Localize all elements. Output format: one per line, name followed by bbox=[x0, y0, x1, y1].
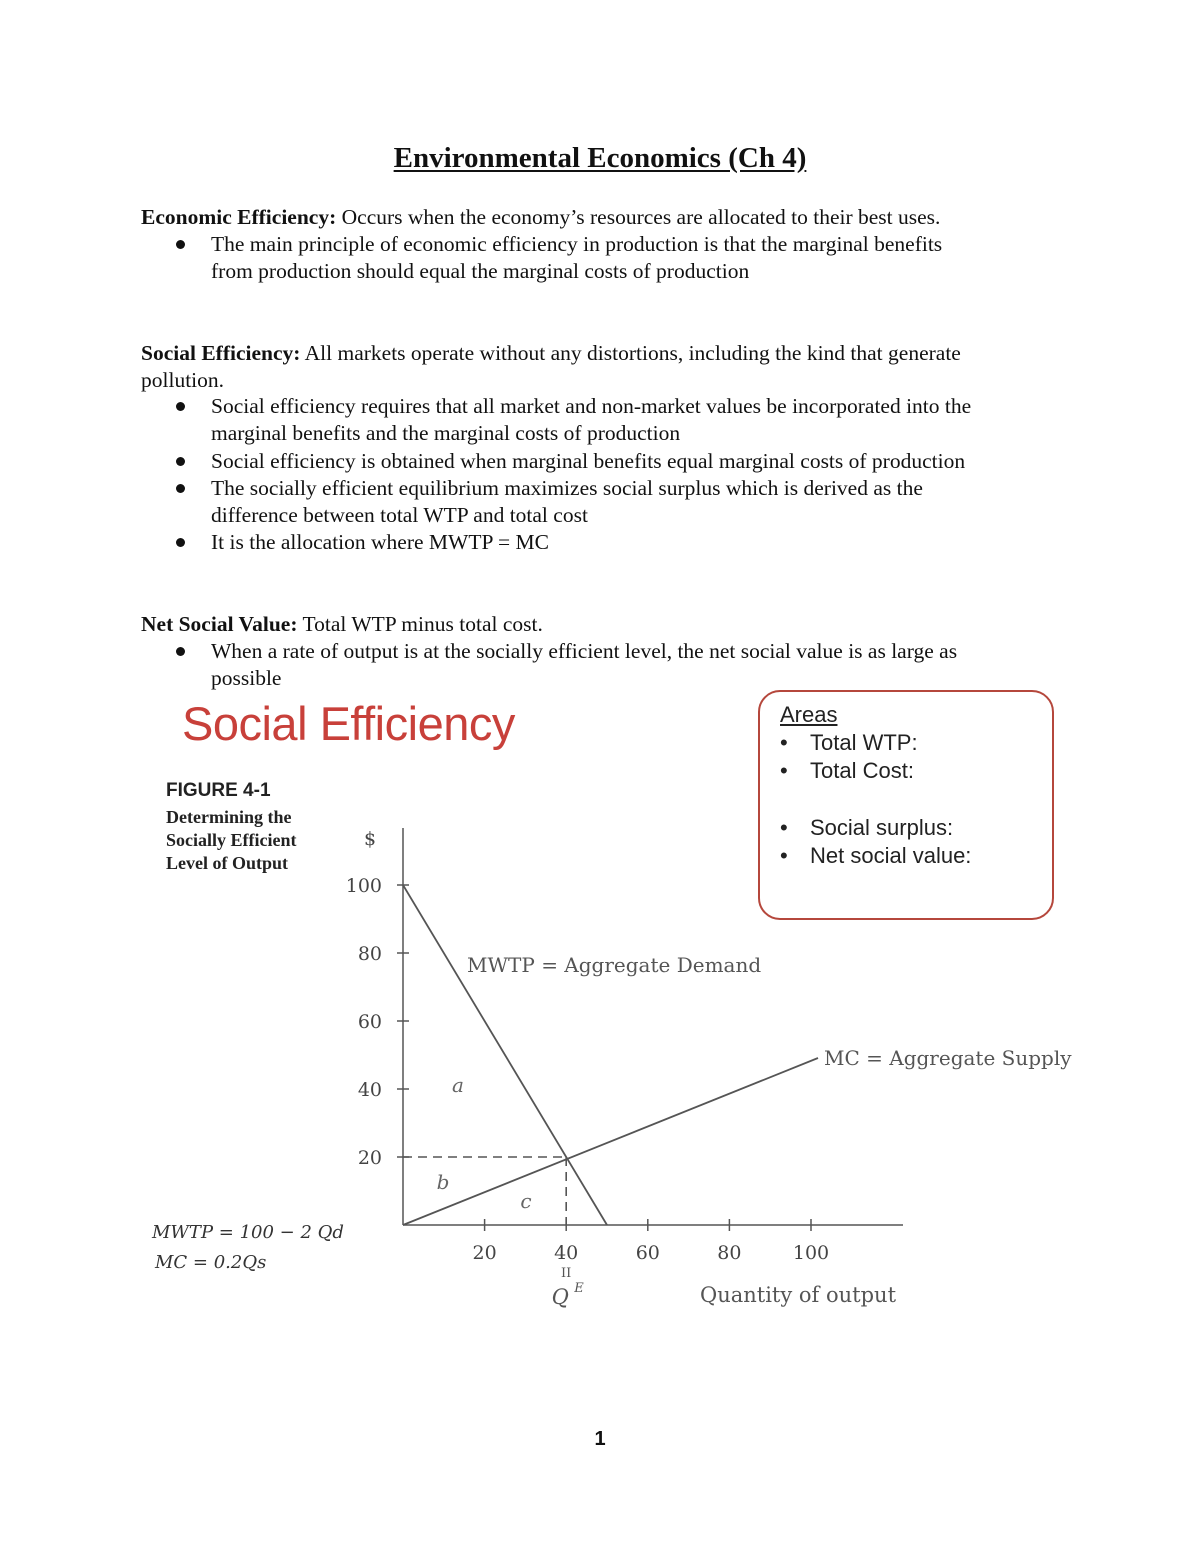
economic-efficiency-term: Economic Efficiency: bbox=[141, 205, 337, 229]
bullet-icon: • bbox=[780, 843, 788, 868]
figure-subtitle: Determining the Socially Efficient Level of Output bbox=[166, 807, 297, 873]
y-tick-label: 80 bbox=[357, 943, 382, 965]
bullet-icon: • bbox=[780, 730, 788, 755]
page-number: 1 bbox=[594, 1428, 606, 1450]
mwtp-equation: MWTP = 100 − 2 Qd bbox=[152, 1222, 344, 1243]
list-item: The main principle of economic efficiency in production is that the marginal benefits from production should equal the marginal costs of production bbox=[211, 232, 943, 283]
areas-item-total-cost: • Total Cost: bbox=[780, 758, 914, 783]
equilibrium-label: Q bbox=[551, 1285, 569, 1309]
area-label-a: a bbox=[452, 1073, 464, 1097]
supply-line bbox=[403, 1058, 818, 1225]
areas-item-social-surplus: • Social surplus: bbox=[780, 815, 954, 840]
net-social-value-definition: Net Social Value: Total WTP minus total cost. bbox=[141, 612, 543, 636]
areas-item-total-wtp: • Total WTP: bbox=[780, 730, 918, 755]
x-tick-label: 20 bbox=[472, 1242, 497, 1264]
slide-title: Social Efficiency bbox=[182, 697, 515, 750]
net-social-value-term: Net Social Value: bbox=[141, 612, 298, 636]
list-item: The socially efficient equilibrium maximizes social surplus which is derived as the difference between total WTP and total cost bbox=[211, 476, 923, 527]
area-label-c: c bbox=[520, 1189, 532, 1213]
x-tick-label: 100 bbox=[792, 1242, 830, 1264]
x-tick-label: 80 bbox=[717, 1242, 742, 1264]
x-tick-label: 40 bbox=[554, 1242, 579, 1264]
y-axis-label: $ bbox=[363, 828, 377, 850]
y-tick-label: 40 bbox=[357, 1079, 382, 1101]
social-efficiency-term: Social Efficiency: bbox=[141, 341, 301, 365]
x-tick-label: 60 bbox=[635, 1242, 660, 1264]
bullet-icon: • bbox=[780, 758, 788, 783]
bullet-icon: • bbox=[780, 815, 788, 840]
page-title: Environmental Economics (Ch 4) bbox=[393, 142, 807, 174]
equals-mark: II bbox=[561, 1266, 572, 1281]
supply-label: MC = Aggregate Supply bbox=[824, 1046, 1072, 1070]
equilibrium-label-sup: E bbox=[574, 1281, 584, 1296]
demand-line bbox=[403, 885, 607, 1225]
list-item: Social efficiency requires that all market and non-market values be incorporated into the marginal benefits and the marginal costs of production bbox=[211, 394, 972, 445]
list-item: Social efficiency is obtained when marginal benefits equal marginal costs of production bbox=[211, 449, 966, 473]
y-tick-label: 60 bbox=[357, 1011, 382, 1033]
list-item: When a rate of output is at the socially efficient level, the net social value is as large as possible bbox=[211, 639, 958, 690]
x-axis-label: Quantity of output bbox=[699, 1283, 897, 1307]
areas-title: Areas bbox=[780, 702, 838, 727]
mc-equation: MC = 0.2Qs bbox=[155, 1252, 267, 1273]
y-tick-label: 100 bbox=[345, 875, 382, 897]
areas-item-net-social-value: • Net social value: bbox=[780, 843, 972, 868]
area-label-b: b bbox=[436, 1170, 450, 1194]
demand-label: MWTP = Aggregate Demand bbox=[467, 953, 762, 977]
economic-efficiency-text: Occurs when the economy’s resources are allocated to their best uses. bbox=[341, 205, 941, 229]
social-efficiency-definition: Social Efficiency: All markets operate without any distortions, including the kind that generate pollution. bbox=[141, 341, 961, 392]
list-item: It is the allocation where MWTP = MC bbox=[211, 530, 549, 554]
figure-label: FIGURE 4-1 bbox=[166, 780, 271, 801]
y-tick-label: 20 bbox=[357, 1147, 382, 1169]
